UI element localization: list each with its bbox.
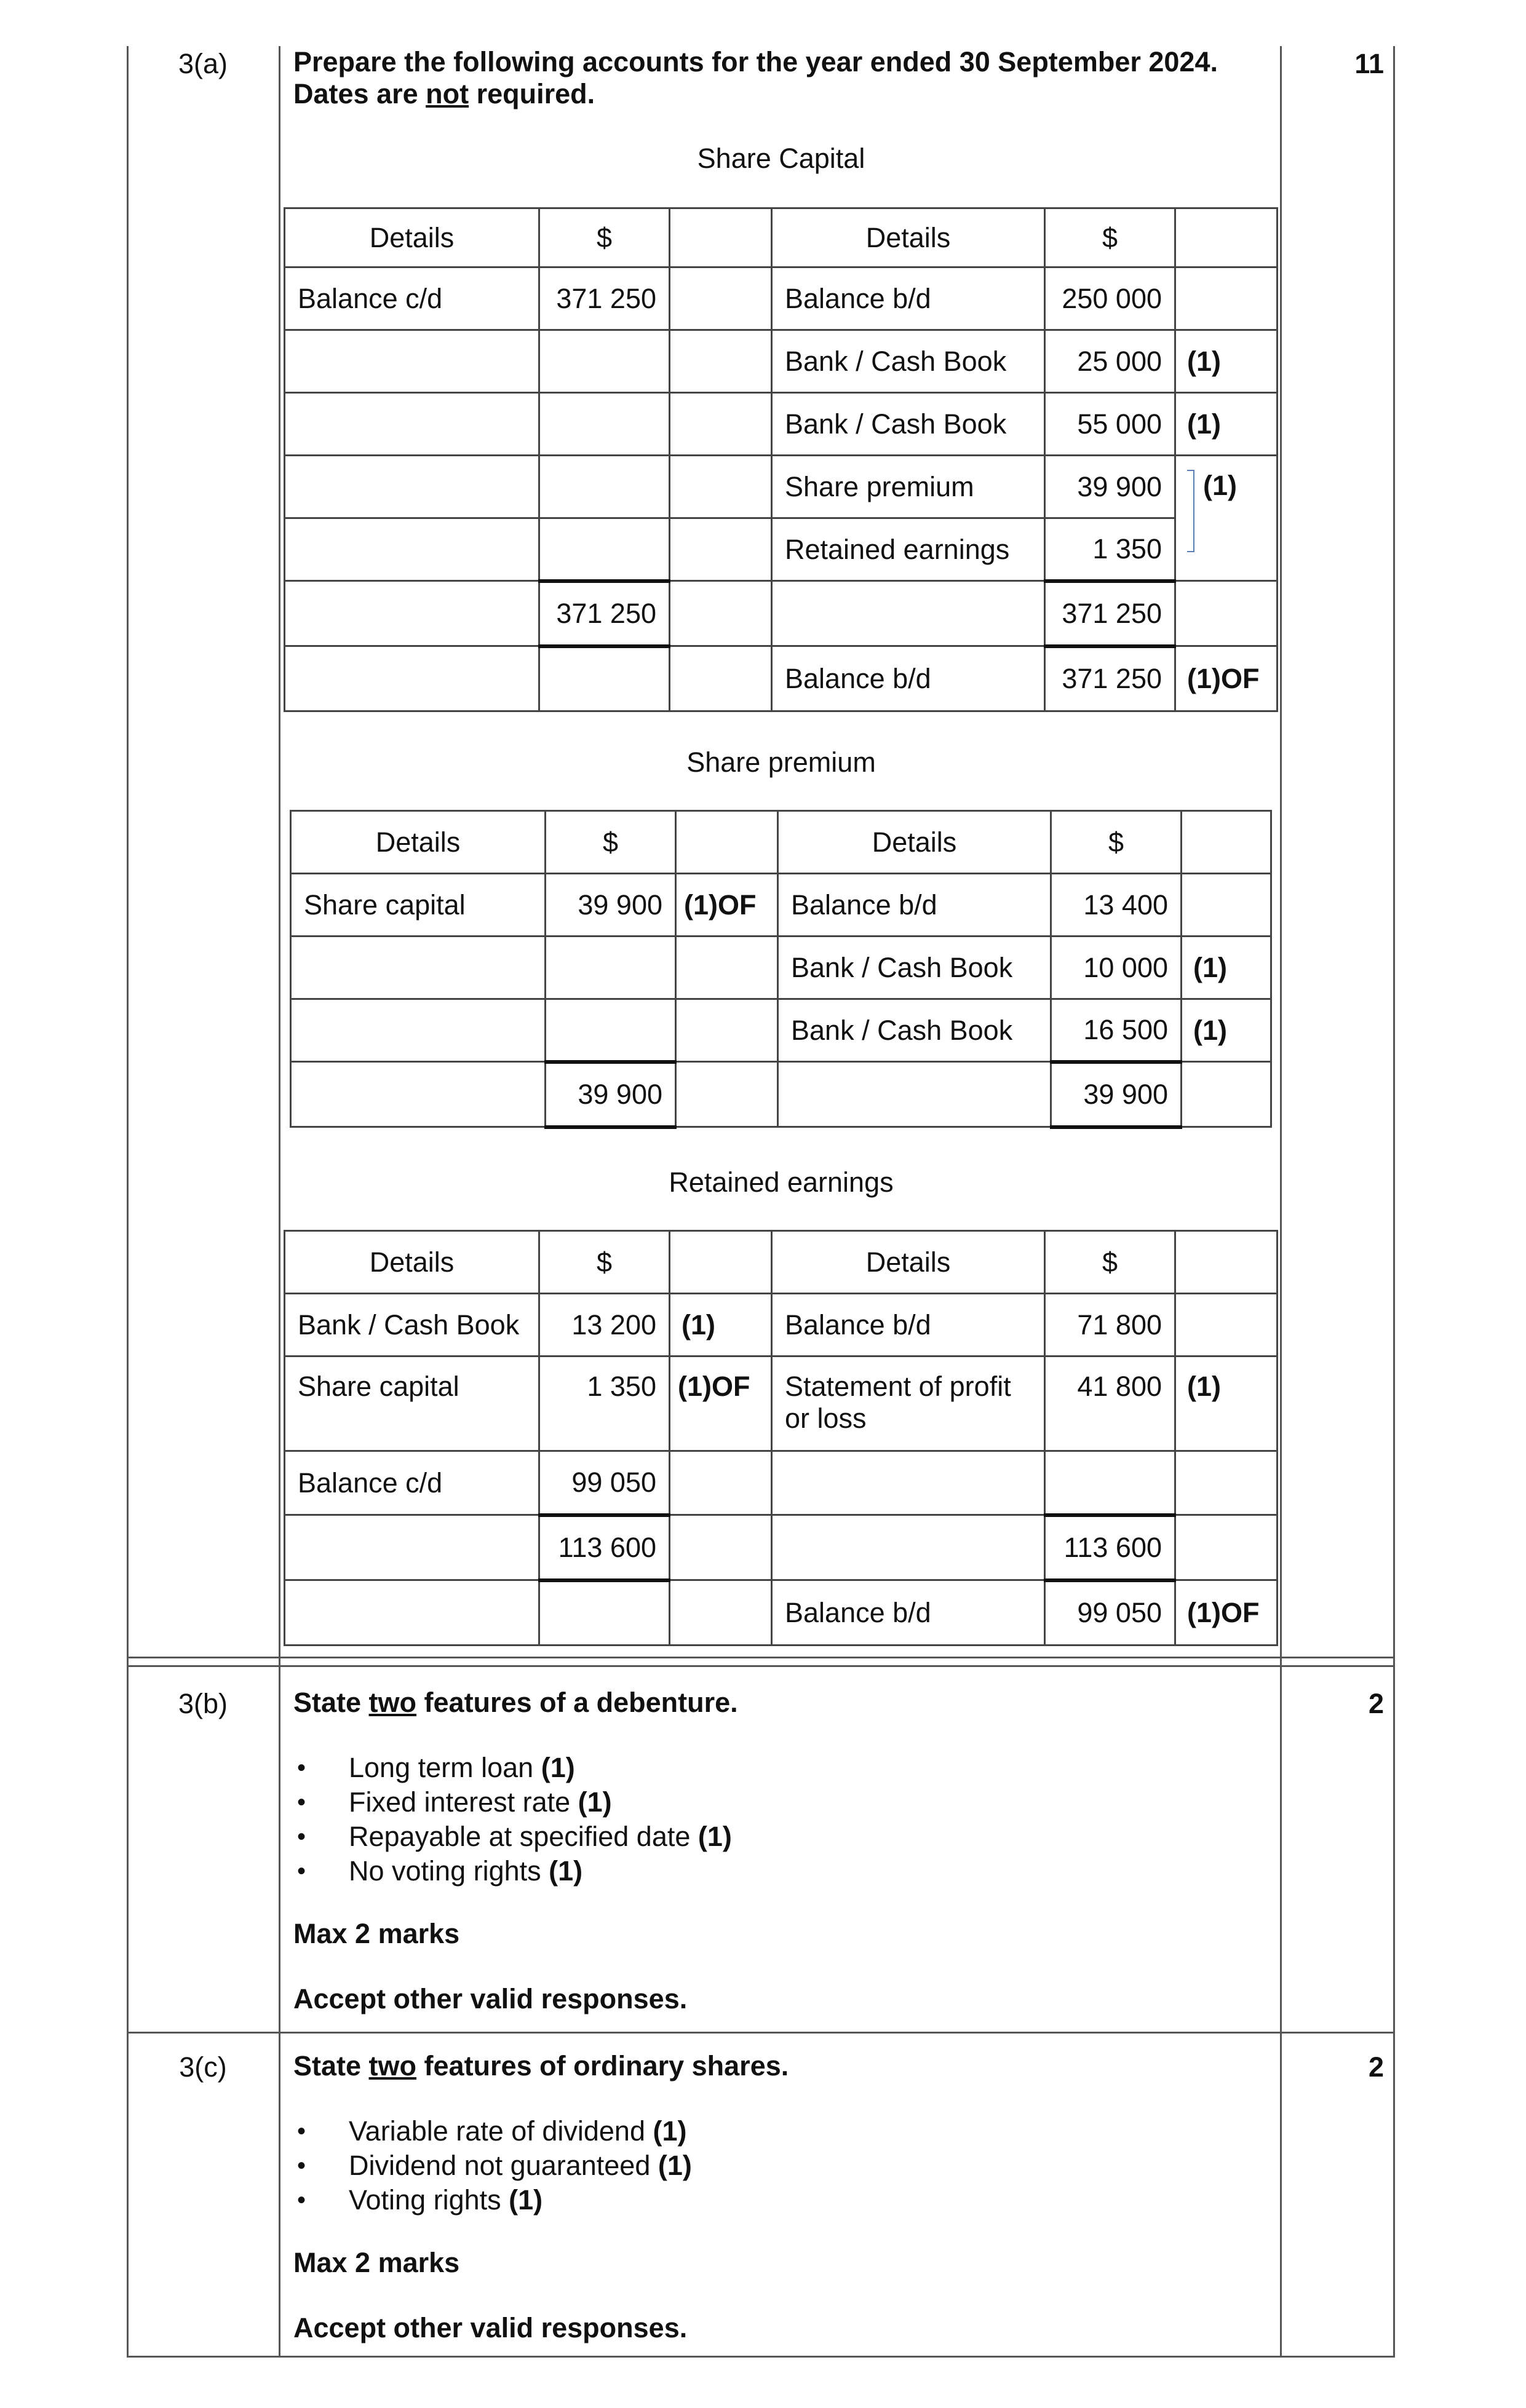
table-row: Share capital 1 350 (1)OF Statement of profit or loss 41 800 (1) — [285, 1356, 1278, 1451]
table-header-row: Details $ Details $ — [285, 1231, 1278, 1294]
share-capital-account — [284, 207, 1278, 712]
question-line-1: Prepare the following accounts for the year ended 30 September 2024. — [293, 46, 1218, 77]
question-line-2: Dates are not required. — [293, 78, 595, 109]
table-row: Bank / Cash Book 10 000 (1) — [291, 937, 1271, 999]
list-item: • Repayable at specified date (1) — [293, 1820, 1265, 1854]
retained-earnings-account — [284, 1230, 1278, 1646]
question-text-3c — [293, 2050, 1265, 2344]
table-row: Balance b/d 371 250 (1)OF — [285, 646, 1278, 711]
share-premium-account — [290, 810, 1272, 1129]
share-capital-title: Share Capital — [697, 143, 865, 174]
max-marks-note: Max 2 marks — [293, 1918, 460, 1949]
table-total-row: 371 250 371 250 — [285, 581, 1278, 646]
question-number-3a: 3(a) — [178, 48, 228, 79]
table-row: Bank / Cash Book 25 000 (1) — [285, 330, 1278, 393]
column-divider-marks — [1280, 46, 1282, 2358]
max-marks-note: Max 2 marks — [293, 2247, 460, 2278]
answer-list — [293, 1751, 1265, 1888]
list-item: • Dividend not guaranteed (1) — [293, 2149, 1265, 2183]
list-item: • Fixed interest rate (1) — [293, 1785, 1265, 1820]
table-header-row: Details $ Details $ — [285, 208, 1278, 267]
question-number-3b: 3(b) — [178, 1688, 228, 1719]
table-row: Share capital 39 900 (1)OF Balance b/d 13 400 — [291, 874, 1271, 937]
bracket-icon — [1187, 470, 1194, 552]
list-item: • No voting rights (1) — [293, 1854, 1265, 1888]
table-row: Balance c/d 371 250 Balance b/d 250 000 — [285, 267, 1278, 330]
table-row: Bank / Cash Book 55 000 (1) — [285, 393, 1278, 456]
marks-3c: 2 — [1368, 2051, 1384, 2083]
table-row: Bank / Cash Book 16 500 (1) — [291, 999, 1271, 1062]
table-row: Bank / Cash Book 13 200 (1) Balance b/d 71 800 — [285, 1294, 1278, 1356]
marks-3b: 2 — [1368, 1688, 1384, 1719]
table-row: Balance c/d 99 050 — [285, 1451, 1278, 1515]
list-item: • Voting rights (1) — [293, 2183, 1265, 2217]
question-number-3c: 3(c) — [179, 2051, 227, 2083]
column-divider-question — [279, 46, 280, 2358]
accept-note: Accept other valid responses. — [293, 2312, 688, 2343]
table-row: Share premium 39 900 (1) — [285, 456, 1278, 518]
share-premium-title: Share premium — [686, 747, 876, 778]
table-row: Retained earnings 1 350 — [285, 518, 1278, 581]
row-divider-3a-3b-2 — [127, 1665, 1395, 1667]
table-header-row: Details $ Details $ — [291, 811, 1271, 874]
row-divider-3b-3c — [127, 2032, 1395, 2034]
question-text-3a — [293, 46, 1265, 110]
table-total-row: 113 600 113 600 — [285, 1515, 1278, 1580]
question-text-3b — [293, 1687, 1265, 2015]
list-item: • Long term loan (1) — [293, 1751, 1265, 1785]
question-prompt: State two features of a debenture. — [293, 1687, 738, 1718]
list-item: • Variable rate of dividend (1) — [293, 2114, 1265, 2149]
accept-note: Accept other valid responses. — [293, 1983, 688, 2014]
question-prompt: State two features of ordinary shares. — [293, 2050, 789, 2081]
marks-3a: 11 — [1354, 48, 1384, 79]
bracket-mark: (1) — [1203, 470, 1237, 501]
row-divider-3a-3b-1 — [127, 1657, 1395, 1658]
answer-list — [293, 2114, 1265, 2217]
table-row: Balance b/d 99 050 (1)OF — [285, 1580, 1278, 1646]
table-total-row: 39 900 39 900 — [291, 1062, 1271, 1127]
retained-earnings-title: Retained earnings — [669, 1166, 894, 1198]
